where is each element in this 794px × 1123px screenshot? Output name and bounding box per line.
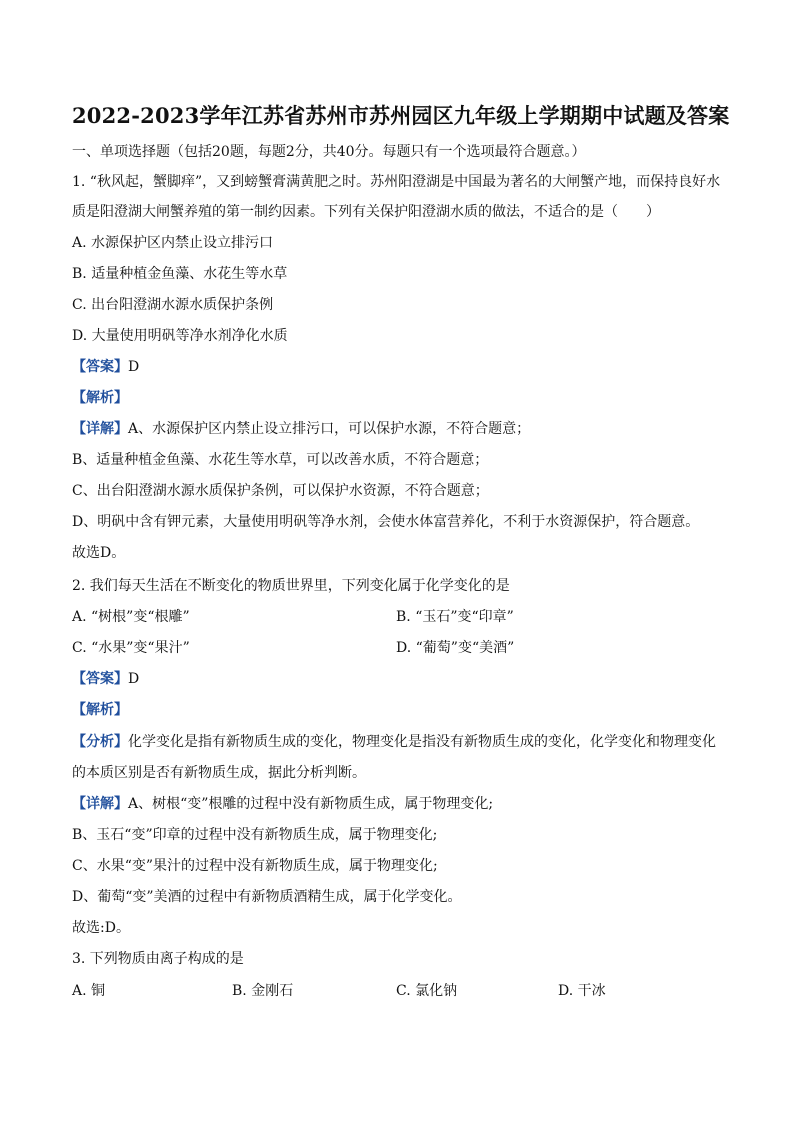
q2-fenxi-line2: 的本质区别是否有新物质生成，据此分析判断。 bbox=[72, 765, 366, 781]
q2-detail-line2: B、玉石“变”印章的过程中没有新物质生成，属于物理变化; bbox=[72, 827, 438, 843]
q2-detail-line1 bbox=[72, 794, 493, 814]
answer-value: D bbox=[128, 359, 140, 375]
q3-option-d: D. 干冰 bbox=[558, 983, 606, 999]
q1-option-b: B. 适量种植金鱼藻、水花生等水草 bbox=[72, 266, 288, 282]
analysis-tag: 【解析】 bbox=[72, 390, 128, 406]
q3-option-b: B. 金刚石 bbox=[232, 983, 294, 999]
q1-detail-line3: C、出台阳澄湖水源水质保护条例，可以保护水资源，不符合题意； bbox=[72, 483, 489, 499]
q1-detail-line4: D、明矾中含有钾元素，大量使用明矾等净水剂，会使水体富营养化，不利于水资源保护，符合题意。 bbox=[72, 514, 700, 530]
q1-conclusion: 故选D。 bbox=[72, 545, 126, 561]
q2-option-d: D. “葡萄”变“美酒” bbox=[396, 640, 515, 656]
answer-value: D bbox=[128, 671, 140, 687]
analysis-tag: 【解析】 bbox=[72, 702, 128, 718]
q1-option-d: D. 大量使用明矾等净水剂净化水质 bbox=[72, 328, 288, 344]
q2-detail-line3: C、水果“变”果汁的过程中没有新物质生成，属于物理变化; bbox=[72, 858, 438, 874]
page-title: 2022-2023学年江苏省苏州市苏州园区九年级上学期期中试题及答案 bbox=[72, 103, 730, 128]
fenxi-text: 化学变化是指有新物质生成的变化，物理变化是指没有新物质生成的变化，化学变化和物理变化 bbox=[128, 734, 716, 750]
q2-option-c: C. “水果”变“果汁” bbox=[72, 640, 190, 656]
fenxi-tag: 【分析】 bbox=[72, 734, 128, 750]
q1-stem-line2: 质是阳澄湖大闸蟹养殖的第一制约因素。下列有关保护阳澄湖水质的做法，不适合的是（ ） bbox=[72, 204, 660, 220]
q2-stem: 2. 我们每天生活在不断变化的物质世界里，下列变化属于化学变化的是 bbox=[72, 578, 510, 594]
q1-analysis bbox=[72, 388, 128, 408]
detail-text: A、树根“变”根雕的过程中没有新物质生成，属于物理变化; bbox=[128, 796, 494, 812]
q3-option-a: A. 铜 bbox=[72, 983, 106, 999]
q1-stem-line1: 1. “秋风起，蟹脚痒”，又到螃蟹膏满黄肥之时。苏州阳澄湖是中国最为著名的大闸蟹产地，而保持良好水 bbox=[72, 174, 721, 190]
q2-fenxi-line1 bbox=[72, 732, 716, 752]
q2-option-a: A. “树根”变“根雕” bbox=[72, 609, 190, 625]
q2-analysis bbox=[72, 700, 128, 720]
detail-tag: 【详解】 bbox=[72, 421, 128, 437]
section-header: 一、单项选择题（包括20题，每题2分，共40分。每题只有一个选项最符合题意。） bbox=[72, 144, 586, 160]
q3-stem: 3. 下列物质由离子构成的是 bbox=[72, 951, 244, 967]
answer-tag: 【答案】 bbox=[72, 671, 128, 687]
q1-option-c: C. 出台阳澄湖水源水质保护条例 bbox=[72, 297, 274, 313]
q2-detail-line4: D、葡萄“变”美酒的过程中有新物质酒精生成，属于化学变化。 bbox=[72, 889, 462, 905]
q1-detail-line1 bbox=[72, 419, 530, 439]
q3-option-c: C. 氯化钠 bbox=[396, 983, 458, 999]
q1-option-a: A. 水源保护区内禁止设立排污口 bbox=[72, 235, 274, 251]
q2-option-b: B. “玉石”变“印章” bbox=[396, 609, 514, 625]
answer-tag: 【答案】 bbox=[72, 359, 128, 375]
q2-answer bbox=[72, 669, 139, 689]
detail-text: A、水源保护区内禁止设立排污口，可以保护水源，不符合题意； bbox=[128, 421, 531, 437]
q1-answer bbox=[72, 357, 139, 377]
detail-tag: 【详解】 bbox=[72, 796, 128, 812]
q1-detail-line2: B、适量种植金鱼藻、水花生等水草，可以改善水质，不符合题意； bbox=[72, 452, 489, 468]
q2-conclusion: 故选:D。 bbox=[72, 920, 130, 936]
